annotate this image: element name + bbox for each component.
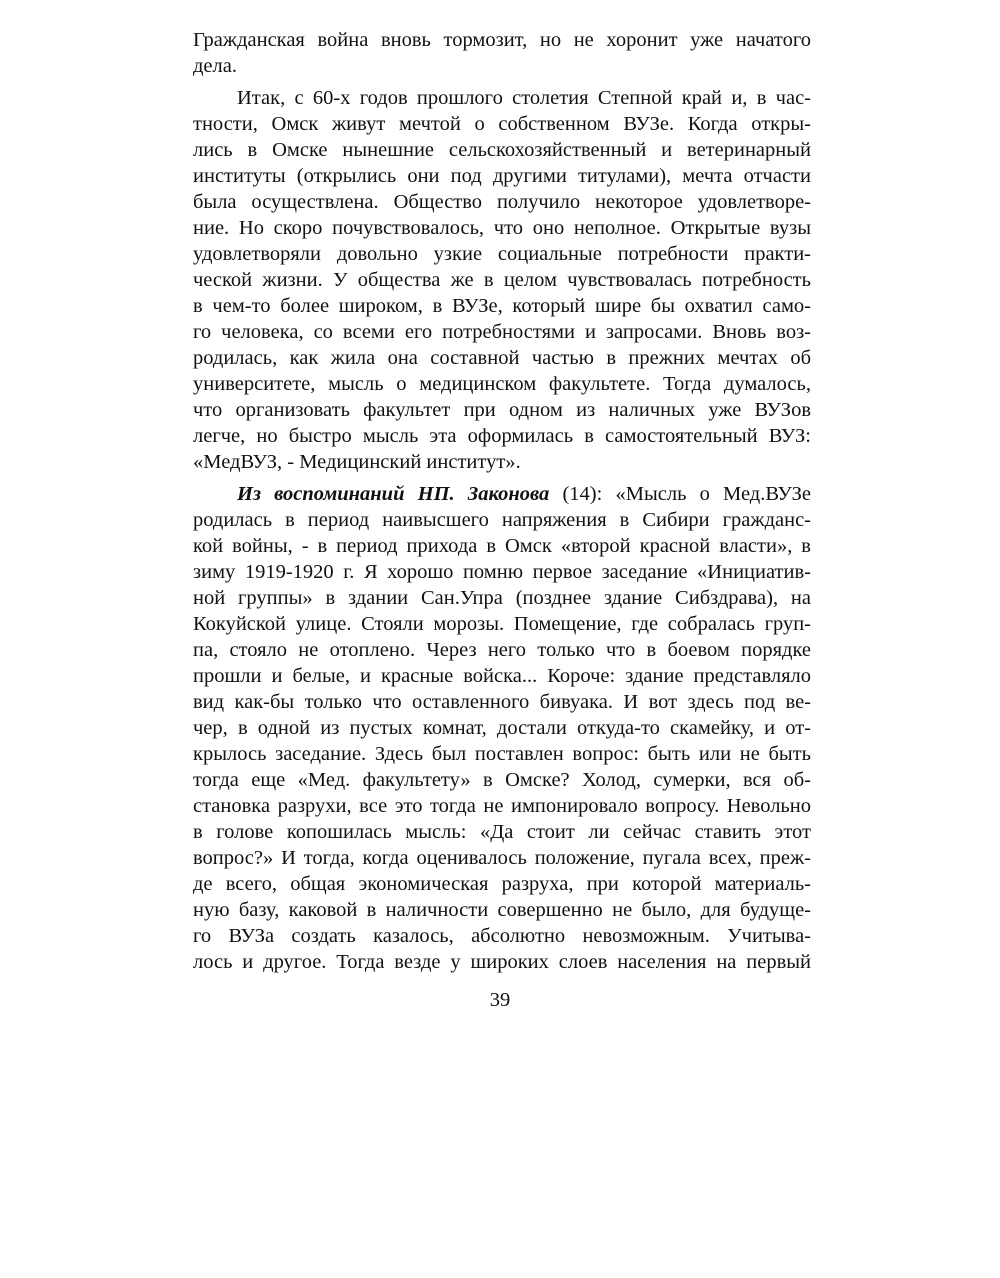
- text-line: в голове копошилась мысль: «Да стоит ли сейчас ставить этот: [193, 821, 811, 843]
- text-line: университете, мысль о медицинском факультете. Тогда думалось,: [193, 373, 811, 395]
- text-line: Итак, с 60-х годов прошлого столетия Степной край и, в час-: [237, 87, 811, 109]
- text-line: институты (открылись они под другими титулами), мечта отчасти: [193, 165, 811, 187]
- text-line: удовлетворяли довольно узкие социальные потребности практи-: [193, 243, 811, 265]
- text-line: ние. Но скоро почувствовалось, что оно неполное. Открытые вузы: [193, 217, 811, 239]
- page-body: [193, 27, 811, 975]
- text-line: становка разрухи, все это тогда не импонировало вопросу. Невольно: [193, 795, 811, 817]
- text-line: го человека, со всеми его потребностями и запросами. Вновь воз-: [193, 321, 811, 343]
- text-line: легче, но быстро мысль эта оформилась в самостоятельный ВУЗ:: [193, 425, 811, 447]
- text-line: вопрос?» И тогда, когда оценивалось положение, пугала всех, преж-: [193, 847, 811, 869]
- text-line: ную базу, каковой в наличности совершенно не было, для будуще-: [193, 899, 811, 921]
- page-number: 39: [489, 989, 511, 1011]
- text-line: лось и другое. Тогда везде у широких слоев населения на первый: [193, 951, 811, 973]
- text-line: тности, Омск живут мечтой о собственном ВУЗе. Когда откры-: [193, 113, 811, 135]
- text-line: лись в Омске нынешние сельскохозяйственный и ветеринарный: [193, 139, 811, 161]
- text-line: зиму 1919-1920 г. Я хорошо помню первое заседание «Инициатив-: [193, 561, 811, 583]
- text-line: родилась в период наивысшего напряжения в Сибири гражданс-: [193, 509, 811, 531]
- text-line: в чем-то более широком, в ВУЗе, который шире бы охватил само-: [193, 295, 811, 317]
- text-line: «МедВУЗ, - Медицинский институт».: [193, 451, 521, 473]
- text-line: крылось заседание. Здесь был поставлен вопрос: быть или не быть: [193, 743, 811, 765]
- text-line: Кокуйской улице. Стояли морозы. Помещение, где собралась груп-: [193, 613, 811, 635]
- text-line: тогда еще «Мед. факультету» в Омске? Холод, сумерки, вся об-: [193, 769, 811, 791]
- text-line: Гражданская война вновь тормозит, но не хоронит уже начатого: [193, 29, 811, 51]
- text-line: что организовать факультет при одном из наличных уже ВУЗов: [193, 399, 811, 421]
- text-line: па, стояло не отоплено. Через него только что в боевом порядке: [193, 639, 811, 661]
- text-line: чер, в одной из пустых комнат, достали откуда-то скамейку, и от-: [193, 717, 811, 739]
- text-line: де всего, общая экономическая разруха, при которой материаль-: [193, 873, 811, 895]
- text-line: родилась, как жила она составной частью в прежних мечтах об: [193, 347, 811, 369]
- text-line: прошли и белые, и красные войска... Короче: здание представляло: [193, 665, 811, 687]
- quote-source: Из воспоминаний НП. Законова: [237, 483, 550, 505]
- text-line: [193, 481, 811, 507]
- text-line: го ВУЗа создать казалось, абсолютно невозможным. Учитыва-: [193, 925, 811, 947]
- text-line: была осуществлена. Общество получило некоторое удовлетворе-: [193, 191, 811, 213]
- text-line: кой войны, - в период прихода в Омск «второй красной власти», в: [193, 535, 811, 557]
- text-line: ной группы» в здании Сан.Упра (позднее здание Сибздрава), на: [193, 587, 811, 609]
- text-line: дела.: [193, 55, 237, 77]
- text-line: ческой жизни. У общества же в целом чувствовалась потребность: [193, 269, 811, 291]
- quote-opening: (14): «Мысль о Мед.ВУЗе: [549, 483, 811, 505]
- text-line: вид как-бы только что оставленного бивуака. И вот здесь под ве-: [193, 691, 811, 713]
